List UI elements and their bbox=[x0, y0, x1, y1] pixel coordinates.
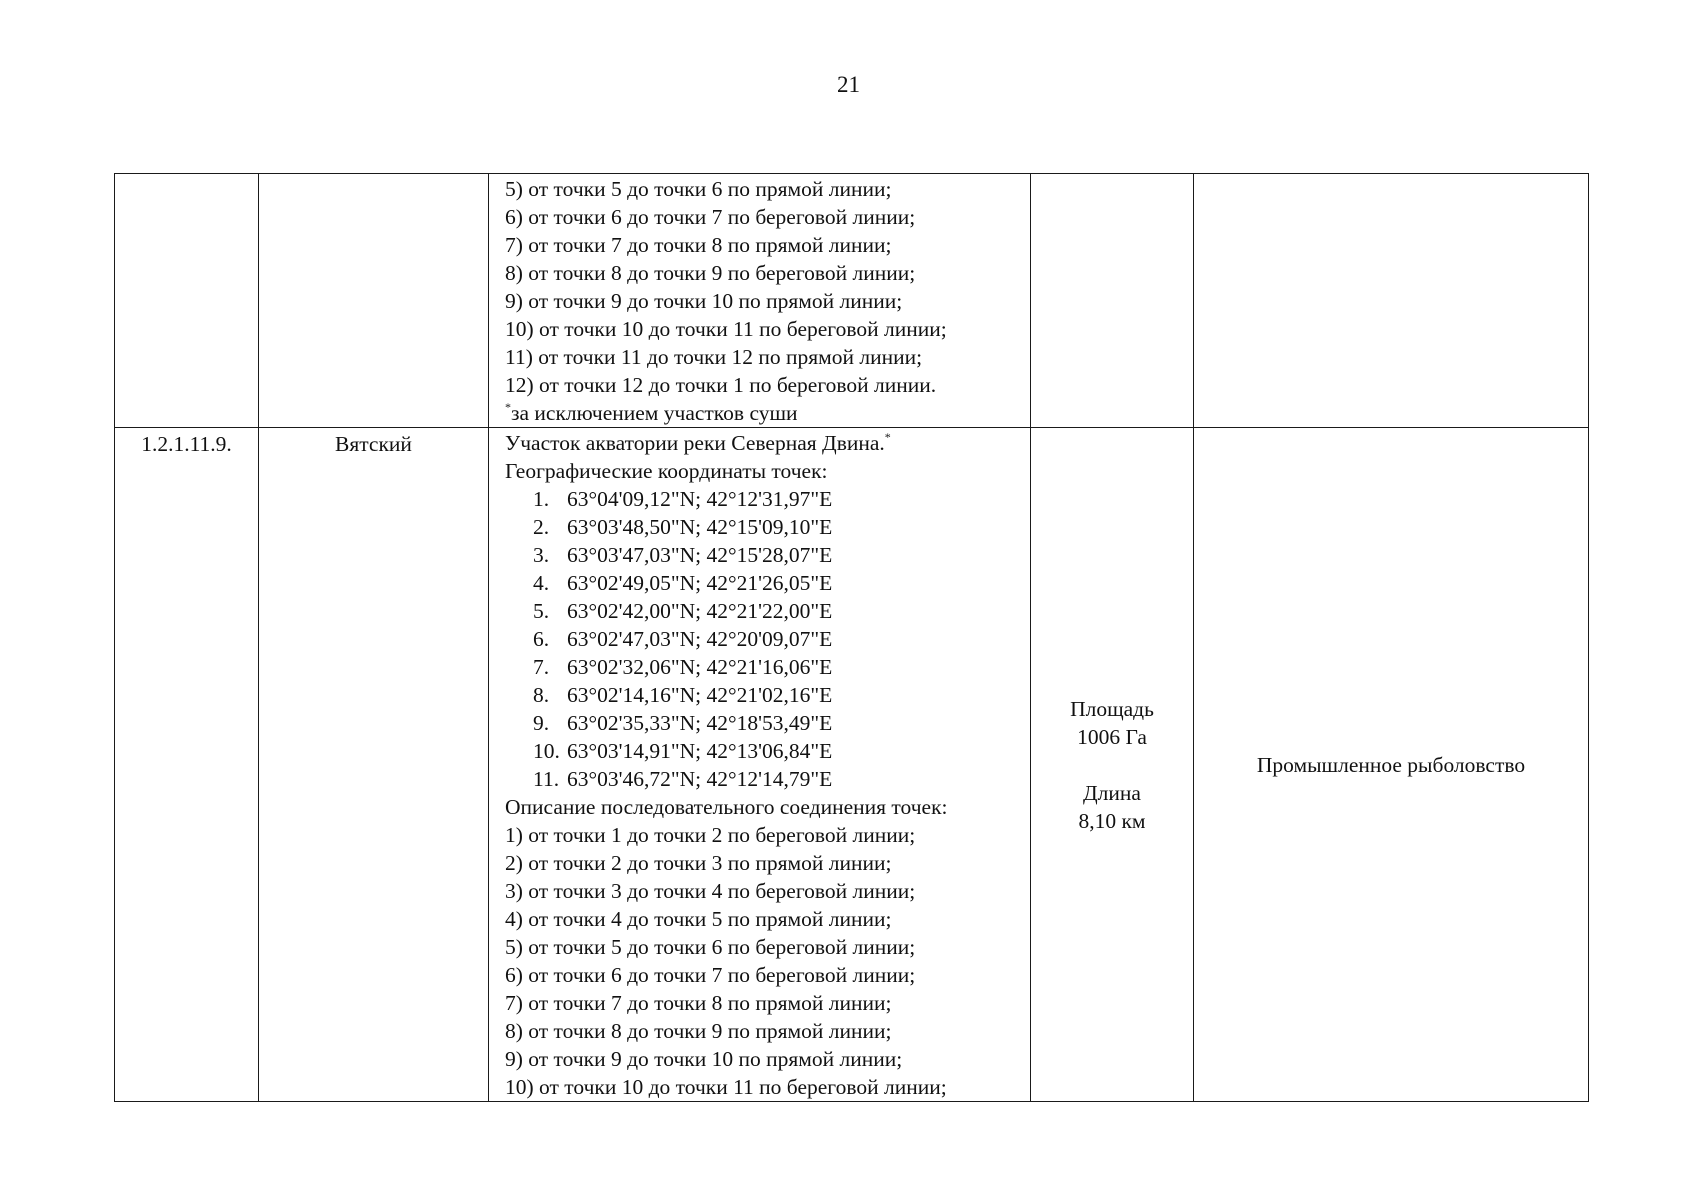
usage-cell-empty bbox=[1194, 174, 1589, 428]
coordinate-number: 8. bbox=[533, 683, 550, 707]
connection-line: 10) от точки 10 до точки 11 по береговой линии; bbox=[505, 317, 947, 341]
page-number: 21 bbox=[837, 72, 860, 97]
connection-line: 8) от точки 8 до точки 9 по прямой линии; bbox=[505, 1019, 892, 1043]
area-label: Площадь bbox=[1070, 696, 1154, 721]
connection-line: 4) от точки 4 до точки 5 по прямой линии; bbox=[505, 907, 892, 931]
area-title bbox=[505, 429, 1030, 457]
coordinate-value: 63°03'48,50"N; 42°15'09,10"E bbox=[567, 515, 833, 539]
footnote-mark: * bbox=[505, 400, 511, 414]
coordinate-item bbox=[505, 485, 1030, 513]
coordinate-item bbox=[505, 653, 1030, 681]
length-label: Длина bbox=[1083, 780, 1141, 805]
area-title-text: Участок акватории реки Северная Двина. bbox=[505, 431, 885, 455]
connection-line: 12) от точки 12 до точки 1 по береговой линии. bbox=[505, 373, 937, 397]
id-cell-empty bbox=[115, 174, 259, 428]
coordinate-number: 10. bbox=[533, 739, 560, 763]
coordinate-value: 63°03'47,03"N; 42°15'28,07"E bbox=[567, 543, 833, 567]
coordinate-value: 63°03'46,72"N; 42°12'14,79"E bbox=[567, 767, 833, 791]
area-name: Вятский bbox=[259, 428, 489, 1102]
coordinate-item bbox=[505, 737, 1030, 765]
coordinate-item bbox=[505, 569, 1030, 597]
connection-line: 5) от точки 5 до точки 6 по прямой линии; bbox=[505, 177, 892, 201]
coordinate-value: 63°02'49,05"N; 42°21'26,05"E bbox=[567, 571, 833, 595]
coordinate-item bbox=[505, 597, 1030, 625]
table-row-vyatsky bbox=[115, 428, 1589, 1102]
connections-heading: Описание последовательного соединения точек: bbox=[505, 795, 948, 819]
table-row-continuation bbox=[115, 174, 1589, 428]
coordinate-item bbox=[505, 625, 1030, 653]
usage-type: Промышленное рыболовство bbox=[1194, 428, 1589, 1102]
coordinate-number: 3. bbox=[533, 543, 550, 567]
coordinate-number: 1. bbox=[533, 487, 550, 511]
area-value: 1006 Га bbox=[1077, 724, 1147, 749]
connection-line: 3) от точки 3 до точки 4 по береговой линии; bbox=[505, 879, 916, 903]
metrics-cell-empty bbox=[1031, 174, 1194, 428]
metrics-spacer bbox=[1031, 751, 1193, 779]
connection-line: 6) от точки 6 до точки 7 по береговой линии; bbox=[505, 205, 916, 229]
connection-line: 7) от точки 7 до точки 8 по прямой линии; bbox=[505, 233, 892, 257]
coordinate-value: 63°02'47,03"N; 42°20'09,07"E bbox=[567, 627, 833, 651]
connection-line: 9) от точки 9 до точки 10 по прямой линии; bbox=[505, 1047, 903, 1071]
length-value: 8,10 км bbox=[1078, 808, 1146, 833]
coordinate-item bbox=[505, 709, 1030, 737]
connection-line: 9) от точки 9 до точки 10 по прямой линии; bbox=[505, 289, 903, 313]
area-id: 1.2.1.11.9. bbox=[115, 428, 259, 1102]
coordinate-value: 63°03'14,91"N; 42°13'06,84"E bbox=[567, 739, 833, 763]
coordinate-value: 63°02'14,16"N; 42°21'02,16"E bbox=[567, 683, 833, 707]
coordinate-value: 63°02'32,06"N; 42°21'16,06"E bbox=[567, 655, 833, 679]
connection-line: 8) от точки 8 до точки 9 по береговой линии; bbox=[505, 261, 916, 285]
coordinate-number: 2. bbox=[533, 515, 550, 539]
coordinate-number: 7. bbox=[533, 655, 550, 679]
connection-line: 6) от точки 6 до точки 7 по береговой линии; bbox=[505, 963, 916, 987]
coordinate-number: 9. bbox=[533, 711, 550, 735]
connection-line: 10) от точки 10 до точки 11 по береговой линии; bbox=[505, 1075, 947, 1099]
coordinate-item bbox=[505, 513, 1030, 541]
coordinate-value: 63°04'09,12"N; 42°12'31,97"E bbox=[567, 487, 833, 511]
coordinate-value: 63°02'35,33"N; 42°18'53,49"E bbox=[567, 711, 833, 735]
name-cell-empty bbox=[259, 174, 489, 428]
fishing-areas-table bbox=[114, 173, 1589, 1102]
footnote bbox=[505, 399, 1030, 427]
description-cell bbox=[489, 428, 1031, 1102]
coordinate-value: 63°02'42,00"N; 42°21'22,00"E bbox=[567, 599, 833, 623]
coordinate-item bbox=[505, 541, 1030, 569]
coordinate-number: 5. bbox=[533, 599, 550, 623]
coordinate-number: 11. bbox=[533, 767, 560, 791]
connection-line: 5) от точки 5 до точки 6 по береговой линии; bbox=[505, 935, 916, 959]
footnote-text: за исключением участков суши bbox=[511, 401, 798, 425]
connection-line: 7) от точки 7 до точки 8 по прямой линии; bbox=[505, 991, 892, 1015]
connection-line: 1) от точки 1 до точки 2 по береговой линии; bbox=[505, 823, 916, 847]
coordinate-item bbox=[505, 765, 1030, 793]
connection-line: 2) от точки 2 до точки 3 по прямой линии; bbox=[505, 851, 892, 875]
coordinate-number: 4. bbox=[533, 571, 550, 595]
connection-line: 11) от точки 11 до точки 12 по прямой линии; bbox=[505, 345, 923, 369]
coordinate-number: 6. bbox=[533, 627, 550, 651]
area-title-mark: * bbox=[884, 430, 891, 444]
description-cell bbox=[489, 174, 1031, 428]
coordinate-item bbox=[505, 681, 1030, 709]
coords-heading: Географические координаты точек: bbox=[505, 459, 828, 483]
metrics-cell bbox=[1031, 428, 1194, 1102]
